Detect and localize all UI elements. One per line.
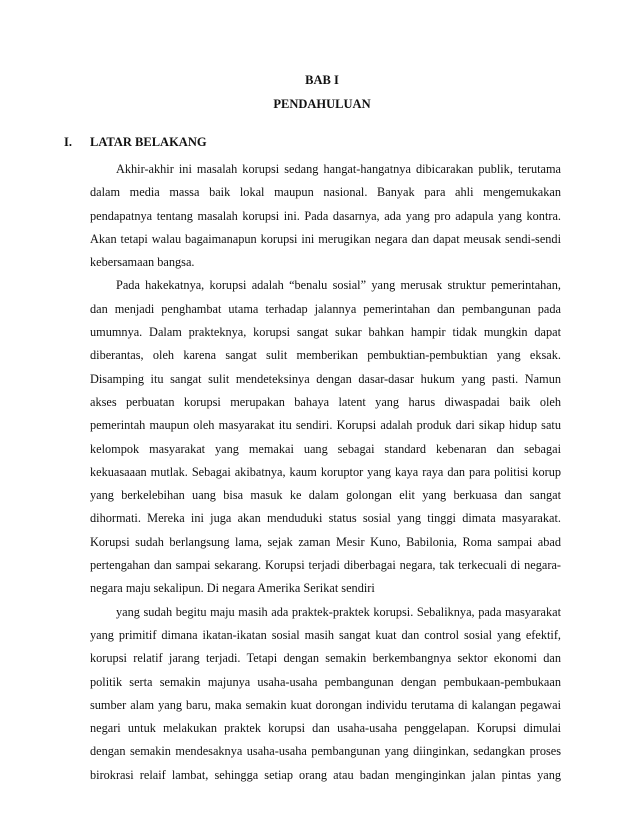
text-line: negari untuk melakukan praktek korupsi dan usaha-usaha penggelapan. Korupsi dimulai [90, 721, 561, 736]
text-line: dengan semakin mendesaknya usaha-usaha pembangunan yang diinginkan, sedangkan proses [90, 744, 561, 759]
text-line: yang primitif dimana ikatan-ikatan sosial masih sangat kuat dan control sosial yang efektif, [90, 627, 561, 642]
text-line: pendapatnya tentang masalah korupsi ini. Pada dasarnya, ada yang pro adapula yang kontra. [90, 208, 561, 223]
body-text [90, 158, 561, 787]
text-line: Pada hakekatnya, korupsi adalah “benalu sosial” yang merusak struktur pemerintahan, [116, 278, 561, 293]
text-line: pemerintah maupun oleh masyarakat itu sendiri. Korupsi adalah produk dari sikap hidup satu [90, 418, 561, 433]
text-line: dihormati. Mereka ini juga akan menduduki status sosial yang tinggi dimata masyarakat. [90, 511, 561, 526]
text-line: negara maju sekalipun. Di negara Amerika Serikat sendiri [90, 581, 375, 596]
text-line: pertengahan dan sampai sekarang. Korupsi terjadi diberbagai negara, tak terkecuali di negara- [90, 558, 561, 573]
text-line: korupsi relatif jarang terjadi. Tetapi dengan semakin berkembangnya sektor ekonomi dan [90, 651, 561, 666]
text-line: Akan tetapi walau bagaimanapun korupsi ini merugikan negara dan dapat meusak sendi-sendi [90, 231, 561, 246]
text-line: politik serta semakin majunya usaha-usaha pembangunan dengan pembukaan-pembukaan [90, 674, 561, 689]
text-line: kebersamaan bangsa. [90, 255, 195, 270]
text-line: akses perbuatan korupsi merupakan bahaya latent yang harus diwaspadai baik oleh [90, 394, 561, 409]
text-line: diberantas, oleh karena sangat sulit memberikan pembuktian-pembuktian yang eksak. [90, 348, 561, 363]
text-line: dan menjadi penghambat utama terhadap jalannya pemerintahan dan pembangunan pada [90, 301, 561, 316]
section-title: LATAR BELAKANG [90, 135, 207, 149]
text-line: kelompok masyarakat yang memakai uang sebagai standard kebenaran dan sebagai [90, 441, 561, 456]
text-line: dalam media massa baik lokal maupun nasional. Banyak para ahli mengemukakan [90, 185, 561, 200]
section-number: I. [64, 135, 72, 149]
text-line: Akhir-akhir ini masalah korupsi sedang hangat-hangatnya dibicarakan publik, terutama [116, 162, 561, 176]
text-line: kekuasaaan mutlak. Sebagai akibatnya, kaum koruptor yang kaya raya dan para politisi korup [90, 464, 561, 479]
text-line: Korupsi sudah berlangsung lama, sejak zaman Mesir Kuno, Babilonia, Roma sampai abad [90, 534, 561, 549]
text-line: sumber alam yang baru, maka semakin kuat dorongan individu terutama di kalangan pegawai [90, 697, 561, 712]
chapter-title: PENDAHULUAN [273, 97, 371, 111]
text-line: umumnya. Dalam prakteknya, korupsi sangat sukar bahkan hampir tidak mungkin dapat [90, 325, 561, 340]
text-line: yang sudah begitu maju masih ada praktek-praktek korupsi. Sebaliknya, pada masyarakat [116, 604, 561, 619]
chapter-label: BAB I [305, 73, 339, 87]
text-line: Disamping itu sangat sulit mendeteksinya dengan dasar-dasar hukum yang pasti. Namun [90, 371, 561, 386]
section-heading [64, 135, 207, 150]
text-line: yang berkelebihan uang bisa masuk ke dalam golongan elit yang berkuasa dan sangat [90, 488, 561, 503]
text-line: birokrasi relaif lambat, sehingga setiap orang atau badan menginginkan jalan pintas yang [90, 767, 561, 782]
